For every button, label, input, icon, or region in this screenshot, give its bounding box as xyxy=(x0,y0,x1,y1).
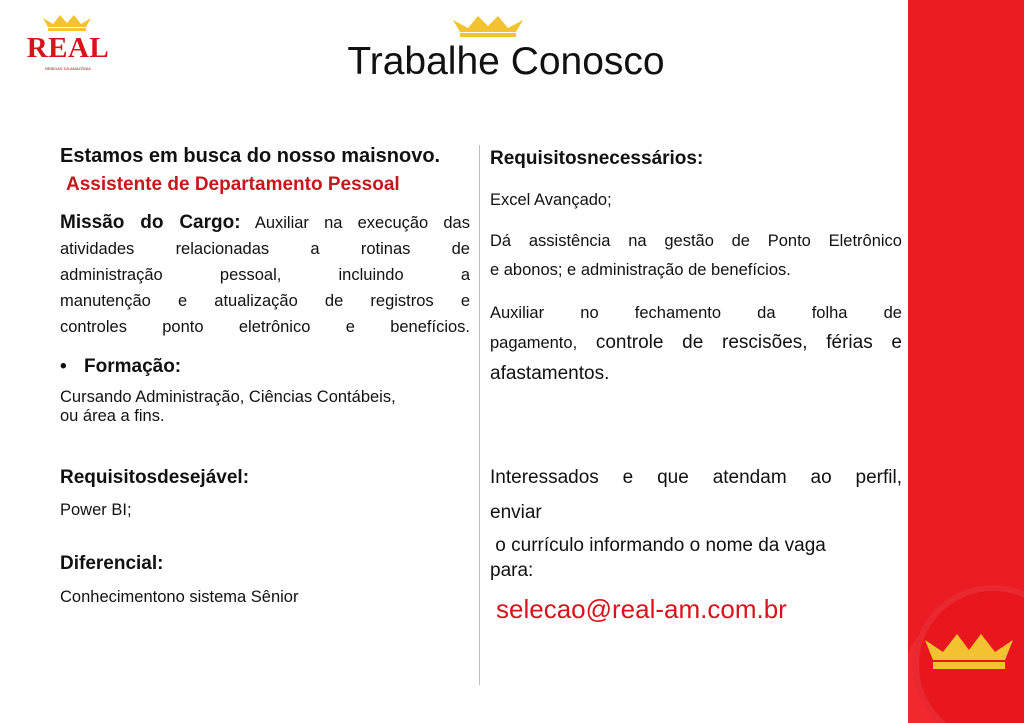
page-title: Trabalhe Conosco xyxy=(347,40,665,83)
logo-tagline: BEBIDAS DA AMAZÔNIA xyxy=(45,66,91,71)
left-column xyxy=(60,145,470,607)
req-folha-line-3: afastamentos. xyxy=(490,363,610,384)
right-column xyxy=(490,148,902,625)
req-folha-line-1: Auxiliar no fechamento da folha de xyxy=(490,304,902,322)
req-ponto-line-1: Dá assistência na gestão de Ponto Eletrônico xyxy=(490,232,902,250)
req-ponto-line-2: e abonos; e administração de benefícios. xyxy=(490,261,791,279)
mission-label: Missão do Cargo: xyxy=(60,212,241,233)
apply-line-4: para: xyxy=(490,560,534,581)
formacao-text-1: Cursando Administração, Ciências Contábeis, xyxy=(60,388,396,406)
intro-text: Estamos em busca do nosso maisnovo. xyxy=(60,145,441,167)
req-excel: Excel Avançado; xyxy=(490,191,612,209)
contact-email[interactable]: selecao@real-am.com.br xyxy=(496,594,787,624)
logo-brand-text: REAL xyxy=(26,32,110,64)
apply-line-1: Interessados e que atendam ao perfil, xyxy=(490,467,902,488)
req-folha-line-2 xyxy=(490,328,902,358)
mission-line-2: atividades relacionadas a rotinas de xyxy=(60,240,470,258)
diferencial-text: Conhecimentono sistema Sênior xyxy=(60,588,299,606)
req-folha-pagamento: pagamento, xyxy=(490,334,578,352)
mission-line-1: Auxiliar na execução das xyxy=(254,214,470,232)
desejavel-text: Power BI; xyxy=(60,501,132,519)
requisitos-label: Requisitosnecessários: xyxy=(490,148,704,169)
formacao-text-2: ou área a fins. xyxy=(60,407,165,425)
logo-crown-icon xyxy=(42,14,92,32)
diferencial-label: Diferencial: xyxy=(60,553,164,574)
apply-line-3: o currículo informando o nome da vaga xyxy=(490,535,826,556)
red-side-band xyxy=(908,0,1024,723)
req-folha-controle: controle de rescisões, férias e xyxy=(577,332,902,353)
formacao-label: Formação: xyxy=(84,356,182,377)
crown-icon xyxy=(923,630,1015,672)
mission-line-5: controles ponto eletrônico e benefícios. xyxy=(60,318,470,336)
mission-block xyxy=(60,210,470,340)
title-crown-icon xyxy=(452,15,524,37)
desejavel-label: Requisitosdesejável: xyxy=(60,467,250,488)
apply-line-2: enviar xyxy=(490,502,542,523)
job-title: Assistente de Departamento Pessoal xyxy=(66,174,400,195)
bullet-icon: • xyxy=(60,356,67,377)
column-divider xyxy=(479,145,480,685)
mission-line-4: manutenção e atualização de registros e xyxy=(60,292,470,310)
formacao-heading xyxy=(60,356,470,378)
mission-line-3: administração pessoal, incluindo a xyxy=(60,266,470,284)
